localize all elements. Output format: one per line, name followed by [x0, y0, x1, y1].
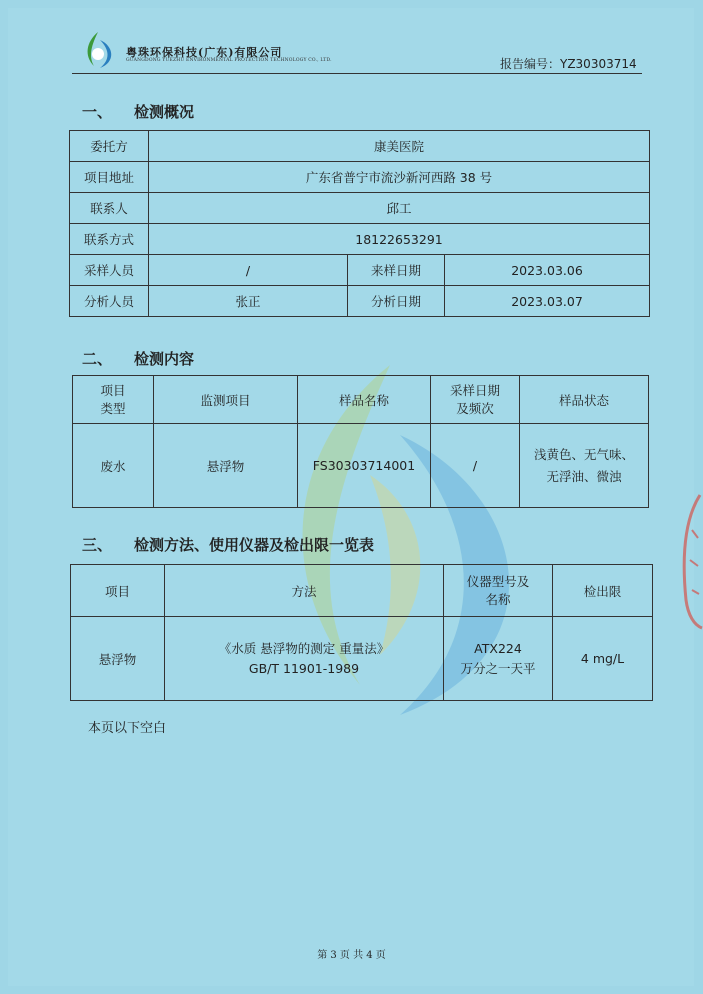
header-date: 采样日期及频次: [431, 376, 520, 424]
header-sample: 样品名称: [298, 376, 431, 424]
section2-title: 检测内容: [134, 350, 195, 368]
row-item: 悬浮物: [71, 617, 165, 701]
row-limit: 4 mg/L: [553, 617, 653, 701]
section3-title: 检测方法、使用仪器及检出限一览表: [134, 536, 375, 554]
seal-stamp-icon: [680, 490, 703, 630]
address-value: 广东省普宁市流沙新河西路 38 号: [149, 162, 650, 193]
table-row: [70, 224, 650, 255]
sampler-label: 采样人员: [70, 255, 149, 286]
content-table: [72, 375, 649, 508]
table-header-row: [71, 565, 653, 617]
section2-heading: [82, 348, 194, 369]
sampler-value: /: [149, 255, 348, 286]
table-header-row: [73, 376, 649, 424]
client-label: 委托方: [70, 131, 149, 162]
section1-heading: [82, 101, 194, 122]
report-number: 报告编号：YZ30303714: [500, 57, 637, 71]
row-instrument-line1: ATX224: [474, 640, 522, 656]
header-item: 项目: [71, 565, 165, 617]
receive-date-value: 2023.03.06: [445, 255, 650, 286]
header-type: 项目类型: [73, 376, 154, 424]
header-method: 方法: [165, 565, 444, 617]
row-type: 废水: [73, 424, 154, 508]
blank-note: 本页以下空白: [88, 721, 167, 736]
section2-number: 二、: [82, 350, 113, 368]
company-name: 粤珠环保科技(广东)有限公司: [126, 46, 283, 59]
table-row: [70, 255, 650, 286]
contact-label: 联系人: [70, 193, 149, 224]
row-method-line2: GB/T 11901-1989: [248, 660, 360, 676]
section3-number: 三、: [82, 536, 113, 554]
row-instrument: [444, 617, 553, 701]
row-item: 悬浮物: [154, 424, 298, 508]
table-row: [70, 131, 650, 162]
client-value: 康美医院: [149, 131, 650, 162]
phone-value: 18122653291: [149, 224, 650, 255]
row-state-line1: 浅黄色、无气味、: [533, 446, 634, 462]
overview-table: [69, 130, 650, 317]
analysis-date-label: 分析日期: [348, 286, 445, 317]
section1-number: 一、: [82, 103, 113, 121]
company-name-en: GUANGDONG YUEZHU ENVIRONMENTAL PROTECTION TECHNOLOGY CO., LTD.: [126, 58, 332, 63]
analyst-label: 分析人员: [70, 286, 149, 317]
contact-value: 邱工: [149, 193, 650, 224]
row-state: [520, 424, 649, 508]
table-row: [70, 162, 650, 193]
row-date: /: [431, 424, 520, 508]
table-row: [70, 193, 650, 224]
row-sample: FS30303714001: [298, 424, 431, 508]
header-divider: [72, 73, 642, 74]
row-method: [165, 617, 444, 701]
row-method-line1: 《水质 悬浮物的测定 重量法》: [218, 640, 390, 656]
table-row: [71, 617, 653, 701]
header-instrument: 仪器型号及名称: [444, 565, 553, 617]
row-state-line2: 无浮油、微浊: [546, 468, 622, 484]
analyst-value: 张正: [149, 286, 348, 317]
page-footer: 第 3 页 共 4 页: [317, 950, 386, 961]
header-limit: 检出限: [553, 565, 653, 617]
header-item: 监测项目: [154, 376, 298, 424]
row-instrument-line2: 万分之一天平: [460, 660, 536, 676]
header-state: 样品状态: [520, 376, 649, 424]
company-logo-icon: [80, 30, 116, 70]
section3-heading: [82, 534, 374, 555]
section1-title: 检测概况: [134, 103, 195, 121]
method-table: [70, 564, 653, 701]
analysis-date-value: 2023.03.07: [445, 286, 650, 317]
table-row: [70, 286, 650, 317]
address-label: 项目地址: [70, 162, 149, 193]
phone-label: 联系方式: [70, 224, 149, 255]
table-row: [73, 424, 649, 508]
receive-date-label: 来样日期: [348, 255, 445, 286]
